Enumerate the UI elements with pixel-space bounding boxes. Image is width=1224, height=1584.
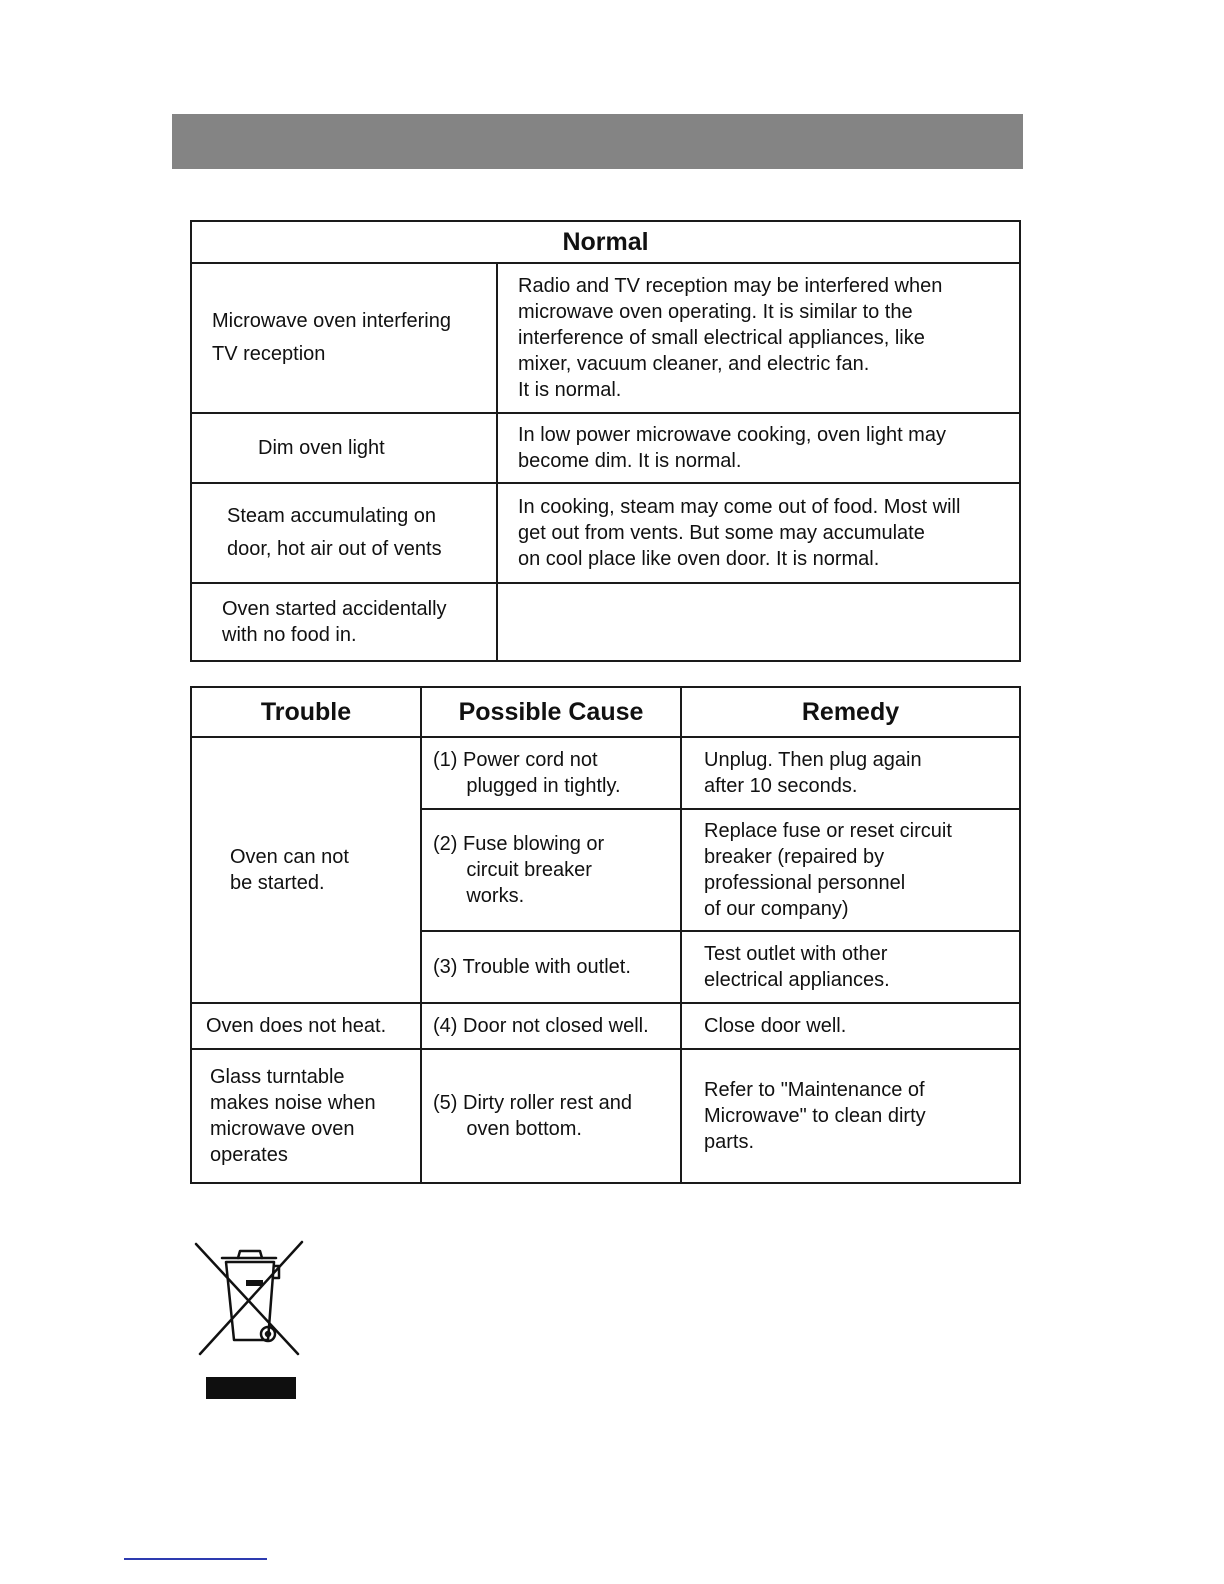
explanation-cell bbox=[497, 483, 1020, 583]
table-row bbox=[191, 737, 1020, 809]
cause-text: (2) Fuse blowing or circuit breaker works. bbox=[433, 833, 605, 907]
explanation-text: In low power microwave cooking, oven light may become dim. It is normal. bbox=[518, 424, 946, 472]
symptom-cell bbox=[191, 413, 497, 483]
header-bar bbox=[172, 114, 1023, 169]
normal-table bbox=[190, 220, 1021, 662]
cause-text: (5) Dirty roller rest and oven bottom. bbox=[433, 1092, 632, 1140]
trouble-cell bbox=[191, 737, 421, 1003]
symptom-cell bbox=[191, 263, 497, 413]
explanation-text: In cooking, steam may come out of food. Most will get out from vents. But some may accumulate on cool place like oven door. It is normal. bbox=[518, 496, 961, 570]
symptom-text: Dim oven light bbox=[258, 437, 385, 459]
trouble-text: Oven does not heat. bbox=[206, 1015, 387, 1037]
remedy-text: Unplug. Then plug again after 10 seconds. bbox=[704, 749, 922, 797]
remedy-text: Test outlet with other electrical appliances. bbox=[704, 943, 890, 991]
normal-table-title: Normal bbox=[191, 221, 1020, 263]
trouble-cell bbox=[191, 1003, 421, 1049]
trouble-text: Glass turntable makes noise when microwave oven operates bbox=[210, 1066, 376, 1166]
symptom-cell bbox=[191, 583, 497, 661]
remedy-cell bbox=[681, 931, 1020, 1003]
cause-text: (3) Trouble with outlet. bbox=[433, 956, 631, 978]
header-remedy: Remedy bbox=[681, 687, 1020, 737]
cause-cell bbox=[421, 809, 681, 931]
crossed-out-wheelie-bin-icon bbox=[190, 1236, 306, 1360]
cause-cell bbox=[421, 737, 681, 809]
remedy-text: Close door well. bbox=[704, 1015, 847, 1037]
remedy-cell bbox=[681, 737, 1020, 809]
symptom-text: Oven started accidentally with no food in. bbox=[222, 598, 447, 646]
remedy-cell bbox=[681, 809, 1020, 931]
cause-text: (1) Power cord not plugged in tightly. bbox=[433, 749, 621, 797]
footer-line bbox=[124, 1558, 267, 1560]
trouble-cell bbox=[191, 1049, 421, 1183]
table-row bbox=[191, 263, 1020, 413]
table-row bbox=[191, 583, 1020, 661]
symptom-text: Microwave oven interfering TV reception bbox=[212, 310, 451, 365]
remedy-text: Replace fuse or reset circuit breaker (repaired by professional personnel of our company) bbox=[704, 820, 952, 920]
table-row bbox=[191, 413, 1020, 483]
table-row bbox=[191, 1049, 1020, 1183]
cause-cell bbox=[421, 1003, 681, 1049]
cause-text: (4) Door not closed well. bbox=[433, 1015, 649, 1037]
explanation-cell bbox=[497, 413, 1020, 483]
header-trouble: Trouble bbox=[191, 687, 421, 737]
explanation-text: Radio and TV reception may be interfered when microwave oven operating. It is similar to the interference of small electrical appliances, like mixer, vacuum cleaner, and electric fan. It is normal. bbox=[518, 275, 943, 401]
trouble-table bbox=[190, 686, 1021, 1184]
explanation-cell bbox=[497, 263, 1020, 413]
table-row bbox=[191, 1003, 1020, 1049]
cause-cell bbox=[421, 931, 681, 1003]
cause-cell bbox=[421, 1049, 681, 1183]
weee-black-bar bbox=[206, 1377, 296, 1399]
trouble-text: Oven can not be started. bbox=[230, 846, 349, 894]
table-row bbox=[191, 483, 1020, 583]
explanation-cell bbox=[497, 583, 1020, 661]
remedy-text: Refer to "Maintenance of Microwave" to clean dirty parts. bbox=[704, 1079, 926, 1153]
header-possible-cause: Possible Cause bbox=[421, 687, 681, 737]
symptom-text: Steam accumulating on door, hot air out of vents bbox=[227, 505, 442, 560]
remedy-cell bbox=[681, 1003, 1020, 1049]
symptom-cell bbox=[191, 483, 497, 583]
header-row bbox=[191, 687, 1020, 737]
remedy-cell bbox=[681, 1049, 1020, 1183]
